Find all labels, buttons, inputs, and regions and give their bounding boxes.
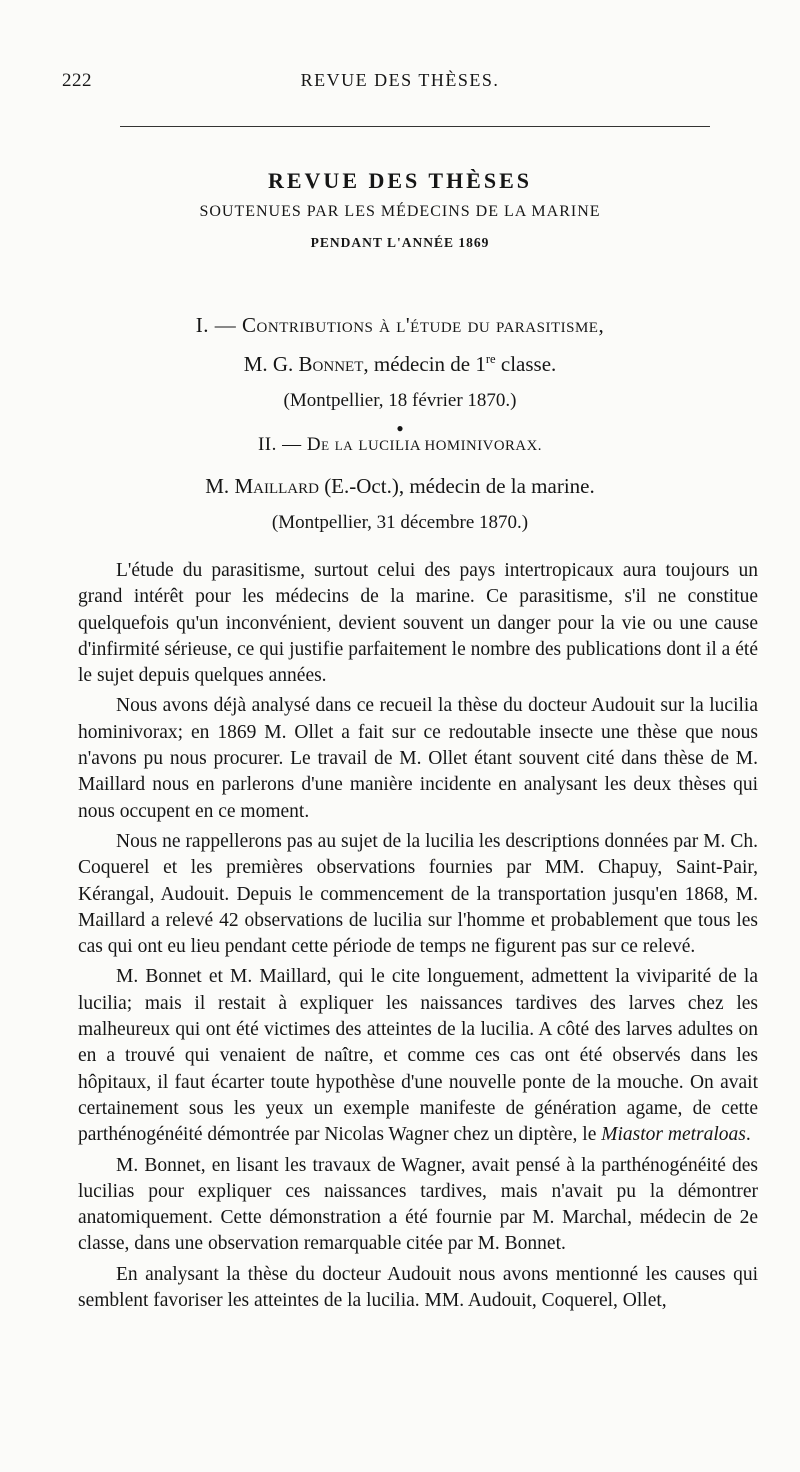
paragraph-end: . — [745, 1124, 751, 1146]
thesis-1-number: I. — — [195, 313, 237, 337]
separator-bullet: ● — [396, 421, 404, 435]
thesis-2-place-date: (Montpellier, 31 décembre 1870.) — [271, 512, 529, 533]
thesis-2-author — [0, 474, 800, 499]
thesis-2-title-a: De la — [306, 434, 354, 455]
body-text — [78, 558, 758, 1314]
thesis-1-title — [0, 313, 800, 338]
paragraph: En analysant la thèse du docteur Audouit nous avons mentionné les causes qui semblent favoriser les atteintes de la lucilia. MM. Audouit, Coquerel, Ollet, — [78, 1263, 758, 1312]
species-name: Miastor metraloas — [601, 1124, 746, 1146]
thesis-1-author — [0, 352, 800, 377]
paragraph — [78, 964, 758, 1148]
thesis-2-author-initial: M. — [205, 474, 230, 498]
page-number: 222 — [62, 70, 92, 91]
paragraph: M. Bonnet, en lisant les travaux de Wagner, avait pensé à la parthénogénéité des lucilias pour expliquer ces naissances tardives, mais n'avait pu la démontrer anatomiquement. Cette démonstration a été fournie par M. Marchal, médecin de 2e classe, dans une observation remarquable citée par M. Bonnet. — [78, 1154, 758, 1255]
thesis-1-title-text: Contributions à l'étude du parasitisme, — [242, 313, 605, 337]
thesis-1-author-rest-b: classe. — [495, 352, 557, 376]
thesis-2-number: II. — — [257, 434, 302, 455]
thesis-2-author-name: Maillard — [234, 474, 319, 498]
thesis-1-author-sup: re — [485, 352, 496, 366]
paragraph: L'étude du parasitisme, surtout celui des pays intertropicaux aura toujours un grand intérêt pour les médecins de la marine. Ce parasitisme, s'il ne constitue quelquefois qu'un inconvénient, devient souvent un danger pour la vie ou une cause d'infirmité sérieuse, ce qui justifie parfaitement le nombre des publications dont il a été le sujet depuis quelques années. — [78, 560, 758, 687]
thesis-1-author-initial: M. G. — [243, 352, 294, 376]
paragraph: Nous ne rappellerons pas au sujet de la lucilia les descriptions données par M. Ch. Coquerel et les premières observations fournies par MM. Chapuy, Saint-Pair, Kérangal, Audouit. Depuis le commencement de la transportation jusqu'en 1868, M. Maillard a relevé 42 observations de lucilia sur l'homme et probablement que tous les cas qui ont eu lieu pendant cette période de temps ne figurent pas sur ce relevé. — [78, 830, 758, 958]
thesis-2-title — [0, 434, 800, 456]
thesis-2-title-b: LUCILIA HOMINIVORAX. — [358, 438, 543, 454]
thesis-1-author-rest: , médecin de 1 — [363, 352, 486, 376]
paragraph: Nous avons déjà analysé dans ce recueil la thèse du docteur Audouit sur la lucilia hominivorax; en 1869 M. Ollet a fait sur ce redoutable insecte une thèse que nous n'avons pu nous procurer. Le travail de M. Ollet étant souvent cité dans thèse de M. Maillard nous en parlerons d'une manière incidente en analysant les deux thèses qui nous occupent en ce moment. — [78, 695, 758, 822]
running-head — [62, 70, 738, 96]
running-title: REVUE DES THÈSES. — [300, 70, 500, 90]
section-subtitle: SOUTENUES PAR LES MÉDECINS DE LA MARINE — [199, 203, 601, 220]
header-rule — [120, 126, 710, 127]
thesis-1-place-date: (Montpellier, 18 février 1870.) — [283, 390, 517, 411]
section-subtitle-year: PENDANT L'ANNÉE 1869 — [310, 235, 490, 250]
section-title: REVUE DES THÈSES — [267, 168, 532, 193]
thesis-1-author-name: Bonnet — [298, 352, 364, 376]
thesis-2-author-rest: (E.-Oct.), médecin de la marine. — [318, 474, 595, 498]
paragraph-text: M. Bonnet et M. Maillard, qui le cite longuement, admettent la viviparité de la lucilia; mais il restait à expliquer les naissances tardives des larves chez les malheureux qui ont été victimes des atteintes de la lucilia. A côté des larves adultes on en a trouvé qui venaient de naître, et comme ces cas ont été observés dans les hôpitaux, il faut écarter toute hypothèse d'une nouvelle ponte de la mouche. On avait certainement sous les yeux un exemple manifeste de génération agame, de cette parthénogénéité démontrée par Nicolas Wagner chez un diptère, le — [78, 966, 758, 1146]
